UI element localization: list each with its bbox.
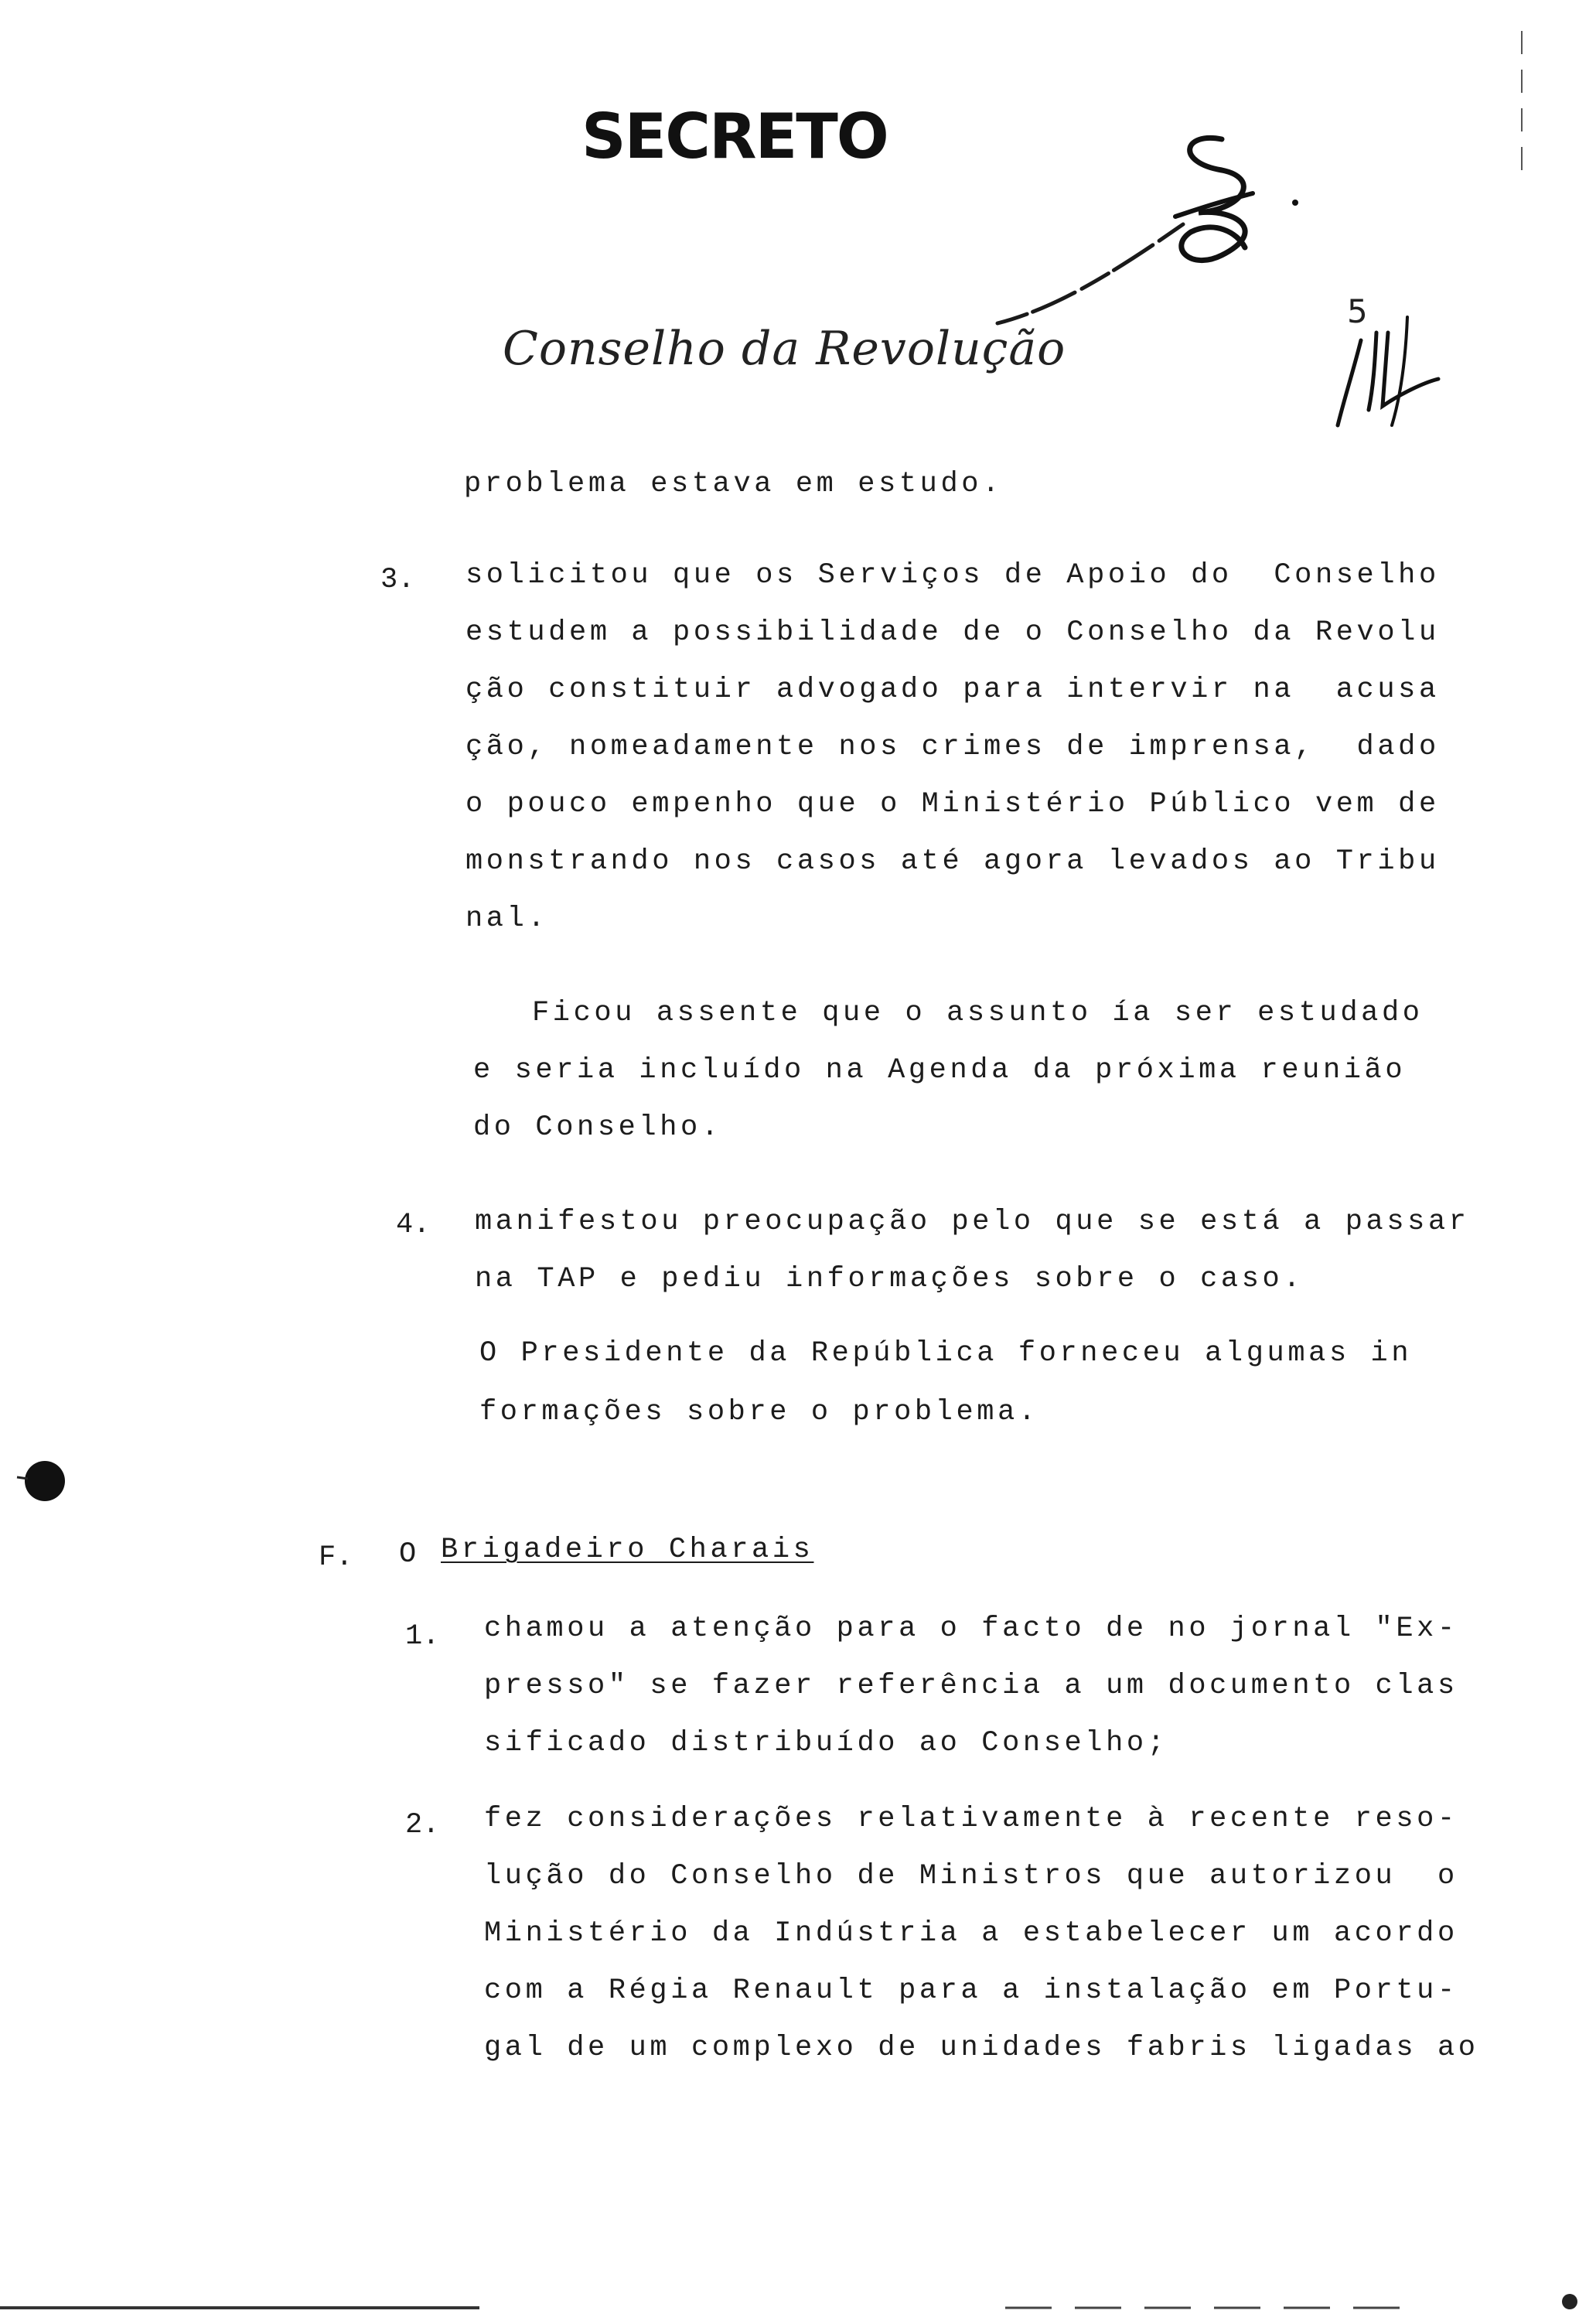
item-3-line-2-text: estudem a possibilidade de o Conselho da Revolu	[466, 616, 1440, 649]
item-4-line-1: manifestou preocupação pelo que se está a passar	[475, 1206, 1470, 1238]
section-f-item-2-line-2: lução do Conselho de Ministros que autorizou o	[484, 1860, 1458, 1892]
item-4-number: 4.	[396, 1209, 431, 1241]
section-f-letter: F.	[319, 1541, 353, 1574]
section-f-item-1-number: 1.	[405, 1620, 440, 1653]
section-f-item-1-line-1: chamou a atenção para o facto de no jornal "Ex-	[484, 1613, 1458, 1645]
item-4-note-line-1: O Presidente da República forneceu algumas in	[479, 1337, 1413, 1370]
classification-stamp: SECRETO	[581, 101, 888, 172]
section-f-heading: Brigadeiro Charais	[441, 1534, 814, 1566]
item-3-number: 3.	[380, 564, 415, 596]
section-f-item-2-line-5: gal de um complexo de unidades fabris ligadas ao	[484, 2032, 1479, 2064]
item-3-line-5: o pouco empenho que o Ministério Público vem de	[466, 788, 1440, 821]
item-3-note-line-3: do Conselho.	[473, 1111, 722, 1144]
item-3-note-line-1: Ficou assente que o assunto ía ser estudado	[532, 997, 1424, 1029]
section-f-item-1-line-3: sificado distribuído ao Conselho;	[484, 1727, 1168, 1759]
section-f-item-2-line-3: Ministério da Indústria a estabelecer um acordo	[484, 1917, 1458, 1950]
section-f-item-2-number: 2.	[405, 1809, 440, 1841]
item-3-line-4: ção, nomeadamente nos crimes de imprensa, dado	[466, 731, 1440, 763]
item-4-note-line-2: formações sobre o problema.	[479, 1396, 1039, 1428]
item-3-note-line-2: e seria incluído na Agenda da próxima reunião	[473, 1054, 1407, 1087]
item-3-line-3: ção constituir advogado para intervir na acusa	[466, 674, 1440, 706]
section-f-item-2-line-1: fez considerações relativamente à recente reso-	[484, 1803, 1458, 1835]
item-3-line-6: monstrando nos casos até agora levados ao Tribu	[466, 845, 1440, 878]
section-f-item-1-line-2: presso" se fazer referência a um documento clas	[484, 1670, 1458, 1702]
letterhead-title: Conselho da Revolução	[503, 322, 1066, 376]
section-f-article: O	[399, 1538, 417, 1571]
section-f-item-2-line-4: com a Régia Renault para a instalação em Portu-	[484, 1974, 1458, 2007]
item-3-line-1: solicitou que os Serviços de Apoio do Conselho	[466, 559, 1440, 592]
item-4-line-2: na TAP e pediu informações sobre o caso.	[475, 1263, 1304, 1295]
item-3-line-7: nal.	[466, 903, 549, 935]
intro-line: problema estava em estudo.	[464, 468, 1003, 500]
page-number: 5	[1347, 292, 1368, 330]
